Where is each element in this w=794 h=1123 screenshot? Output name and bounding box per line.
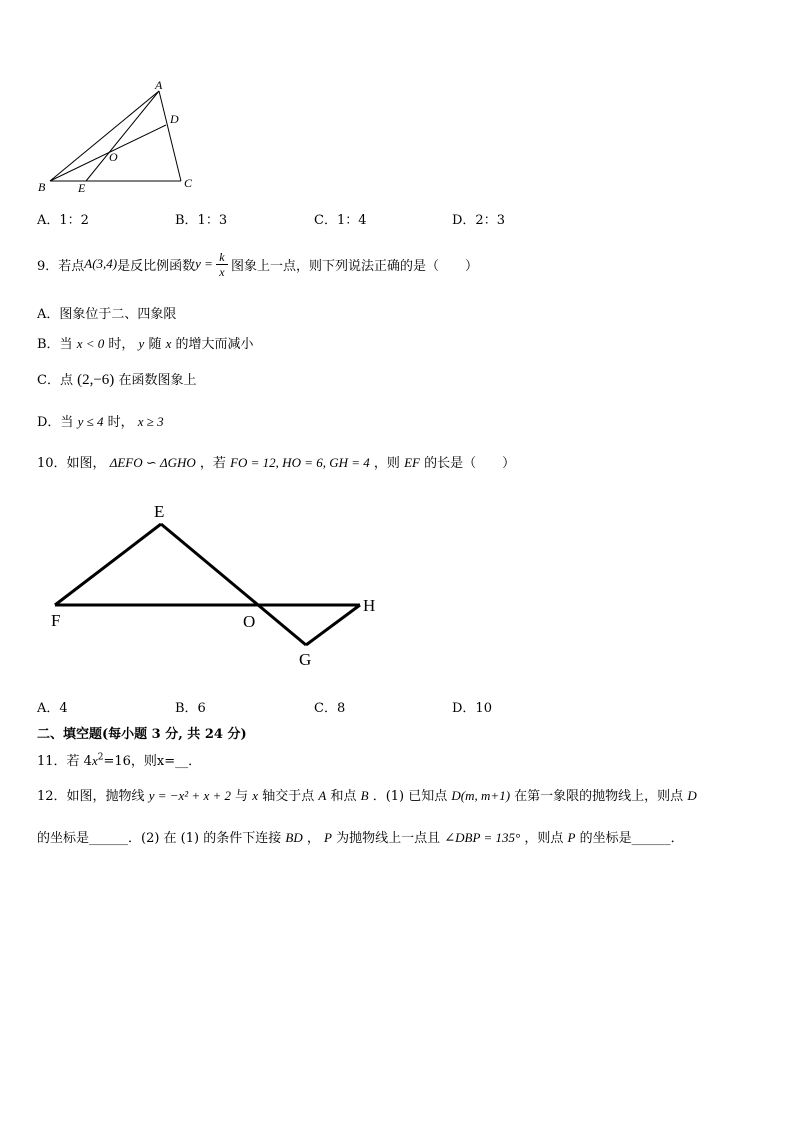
q9-d-pre: D．当 (37, 415, 74, 430)
q9-option-b (37, 333, 254, 352)
q12-angle: ∠DBP = 135° (444, 830, 521, 845)
q9-b-pre: B．当 (37, 337, 73, 352)
q10-post: ，则 (373, 456, 400, 471)
q12-l2d: ，则点 (524, 831, 564, 846)
q9-frac-den: x (219, 264, 225, 279)
label-g-big: G (299, 650, 312, 669)
q12-line1 (37, 785, 697, 804)
q12-P2: P (567, 830, 576, 845)
segment-ae (86, 91, 159, 181)
q10-option-c: C．8 (314, 701, 346, 716)
q9-b-cond: x < 0 (76, 336, 105, 351)
q12-P: P (324, 830, 332, 845)
q10-tail: 的长是（ ） (424, 456, 516, 471)
segment-ef (55, 524, 161, 605)
q10-tri: ΔEFO ∽ ΔGHO (109, 455, 196, 470)
q9-b-mid1: 时， (108, 337, 135, 352)
label-d: D (170, 112, 179, 126)
q12-x: x (252, 788, 259, 803)
q12-parabola: y = −x² + x + 2 (148, 788, 231, 803)
q10-cond: FO = 12, HO = 6, GH = 4 (230, 455, 370, 470)
q9-d-cond2: x ≥ 3 (137, 414, 164, 429)
q9-d-cond1: y ≤ 4 (77, 414, 104, 429)
q11-post: =16，则x=__． (103, 754, 202, 769)
q12-e: 在第一象限的抛物线上，则点 (514, 789, 684, 804)
q8-option-a: A．1：2 (37, 213, 89, 228)
q9-c-point: (2,−6) (77, 372, 115, 388)
q9-prefix: 9．若点 (37, 258, 85, 274)
label-o: O (109, 150, 118, 164)
q8-option-b: B．1：3 (175, 213, 228, 228)
label-a: A (155, 78, 163, 92)
q12-D2: D (687, 788, 697, 803)
triangle-abc-figure (30, 75, 210, 200)
q12-BD: BD (285, 830, 303, 845)
similar-triangles-figure (40, 495, 400, 675)
label-e: E (78, 181, 86, 195)
q12-D: D(m, m+1) (451, 788, 511, 803)
q9-stem (37, 246, 478, 282)
q11-stem (37, 750, 201, 769)
q9-option-c (37, 369, 196, 389)
q9-frac-num: k (219, 249, 225, 264)
segment-eg (161, 524, 306, 645)
q9-fraction (216, 250, 228, 279)
q10-option-b: B．6 (175, 701, 206, 716)
q9-b-y: y (138, 336, 145, 351)
q12-c: 和点 (330, 789, 357, 804)
q10-prefix: 10．如图， (37, 456, 106, 471)
q10-option-a: A．4 (37, 701, 68, 716)
label-f-big: F (51, 611, 61, 630)
q9-b-x: x (165, 336, 172, 351)
label-h-big: H (363, 596, 376, 615)
label-c: C (184, 176, 193, 190)
section-heading: 二、填空题(每小题 3 分, 共 24 分) (37, 727, 247, 742)
q10-option-d: D．10 (452, 701, 492, 716)
q9-c-pre: C．点 (37, 373, 73, 388)
label-o-big: O (243, 612, 256, 631)
q9-option-d (37, 411, 164, 430)
q9-c-post: 在函数图象上 (118, 373, 197, 388)
q10-stem (37, 452, 515, 471)
q9-point: A(3,4) (84, 256, 118, 271)
q12-a: 与 (235, 789, 249, 804)
q9-mid: 是反比例函数 (117, 258, 196, 274)
q10-seg: EF (404, 455, 420, 470)
q9-d-mid: 时， (107, 415, 134, 430)
q12-line2 (37, 827, 684, 846)
label-e-big: E (154, 502, 165, 521)
segment-ac (159, 91, 181, 181)
q9-func-lhs: y = (195, 256, 213, 271)
q11-var: x (91, 753, 98, 768)
q11-exp: 2 (97, 752, 104, 763)
q12-l2a: 的坐标是______．(2) 在 (1) 的条件下连接 (37, 831, 282, 846)
q12-A: A (318, 788, 327, 803)
q9-b-mid2: 随 (148, 337, 162, 352)
q12-pre: 12．如图，抛物线 (37, 789, 145, 804)
q12-l2e: 的坐标是______． (579, 831, 684, 846)
q12-b: 轴交于点 (262, 789, 315, 804)
q8-option-d: D．2：3 (452, 213, 505, 228)
q10-mid: ，若 (199, 456, 226, 471)
q12-B: B (360, 788, 369, 803)
segment-gh (306, 605, 360, 645)
q12-d: ．(1) 已知点 (372, 789, 448, 804)
q9-suffix: 图象上一点，则下列说法正确的是（ ） (230, 258, 478, 274)
q11-prefix: 11．若 4 (37, 754, 92, 769)
q9-b-post: 的增大而减小 (175, 337, 254, 352)
q12-l2b: ， (306, 831, 320, 846)
q12-l2c: 为抛物线上一点且 (336, 831, 441, 846)
label-b: B (38, 180, 46, 194)
q9-option-a: A．图象位于二、四象限 (37, 307, 177, 322)
q8-option-c: C．1：4 (314, 213, 367, 228)
